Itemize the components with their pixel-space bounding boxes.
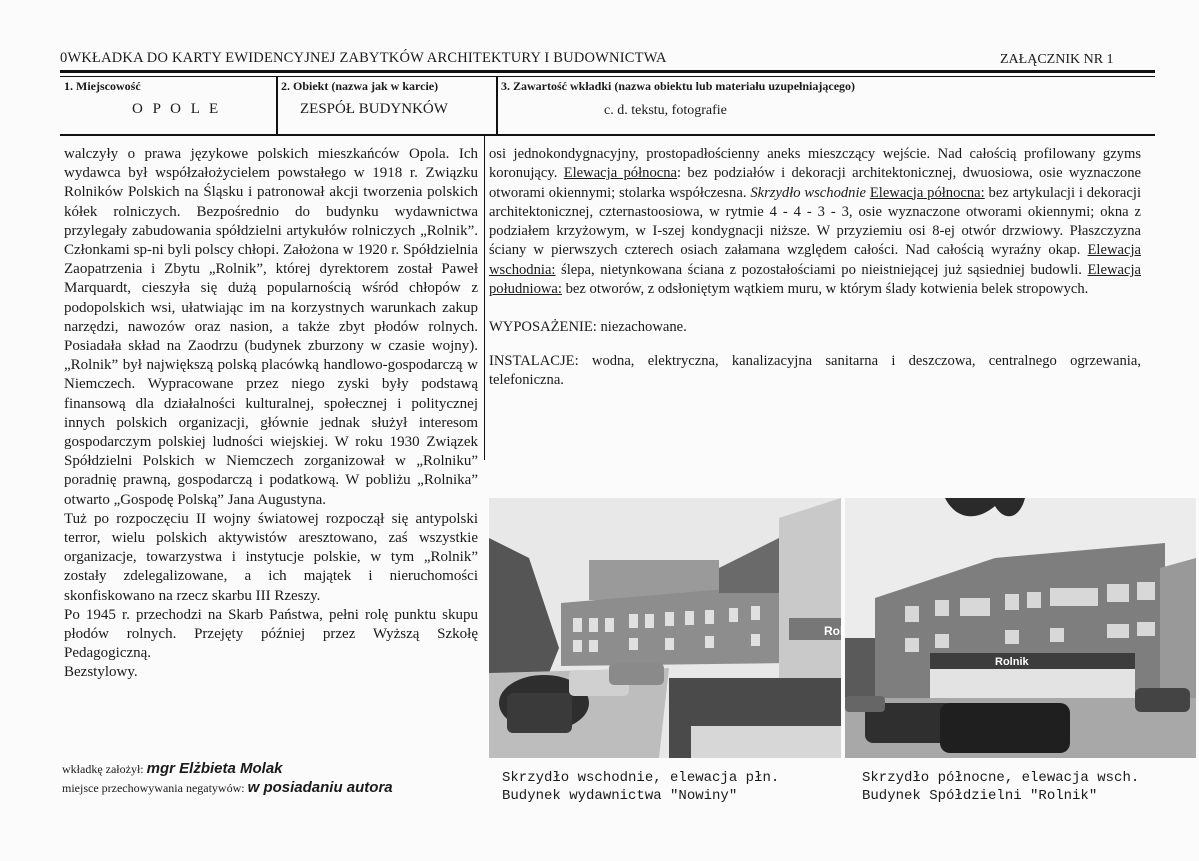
author-label: wkładkę założył: (62, 762, 144, 776)
annex-number: ZAŁĄCZNIK NR 1 (1000, 52, 1114, 67)
photo-north-wing-image (845, 498, 1196, 758)
field-1-label: 1. Miejscowość (64, 79, 141, 93)
field-3-value: c. d. tekstu, fotografie (604, 103, 727, 118)
storage-value: w posiadaniu autora (247, 779, 393, 796)
field-divider (496, 76, 498, 134)
header-rule-thin (60, 76, 1155, 77)
paragraph: Bezstylowy. (64, 664, 138, 681)
caption-right-line1: Skrzydło północne, elewacja wsch. (862, 770, 1140, 786)
equipment-paragraph: WYPOSAŻENIE: niezachowane. (489, 319, 687, 336)
paragraph: Po 1945 r. przechodzi na Skarb Państwa, pełni rolę punktu skupu płodów rolnych. Przejęty później przez Wyższą Szkołę Pedagogiczną. (64, 606, 478, 662)
caption-right-line2: Budynek Spółdzielni "Rolnik" (862, 788, 1098, 804)
photo-east-wing-image (489, 498, 844, 758)
field-3-label: 3. Zawartość wkładki (nazwa obiektu lub materiału uzupełniającego) (501, 79, 856, 93)
elevation-heading: Elewacja północna: (869, 184, 985, 201)
elevation-heading: Elewacja południowa: (489, 261, 1141, 298)
left-column-text (64, 145, 478, 683)
header-rule (60, 70, 1155, 73)
author-line (62, 760, 283, 777)
form-title: 0WKŁADKA DO KARTY EWIDENCYJNEJ ZABYTKÓW ARCHITEKTURY I BUDOWNICTWA (60, 50, 667, 66)
elevation-heading: Elewacja północna (563, 165, 678, 182)
field-2-label: 2. Obiekt (nazwa jak w karcie) (281, 79, 439, 93)
building-sign: Rol (824, 624, 844, 638)
paragraph: walczyły o prawa językowe polskich mieszkańców Opola. Ich wydawca był współzałożycielem powstałego w 1918 r. Związku Rolników Polskich na Śląsku i patronował akcji tworzenia polskich kółek rolniczych. Bezpośrednio do budynku wydawnictwa przylegały zabudowania spółdzielni artykułów rolniczych „Rolnik”. Członkami sp-ni byli polscy chłopi. Założona w 1920 r. Spółdzielnia Zaopatrzenia i Zbytu „Rolnik”, której dyrektorem został Paweł Marquardt, cieszyła się dużą popularnością wśród chłopów z podopolskich wsi, ułatwiając im na korzystnych warunkach zakup narzędzi, nawozów oraz nasion, a także zbyt płodów rolnych. Posiadała skład na Zaodrzu (budynek zburzony w czasie wojny). „Rolnik” był największą polską placówką handlowo-gospodarczą w Niemczech. Wypracowane przez niego zyski były podstawą finansową dla działalności kulturalnej, społecznej i politycznej innych polskich organizacji, głównie jednak służył interesom gospodarczym polskiej ludności wiejskiej. W roku 1930 Związek Spółdzielni Polskich w Niemczech zorganizował w „Rolniku” poradnię prawną, gospodarczą i podatkową. W pobliżu „Rolnika” otwarto „Gospodę Polską” Jana Augustyna. (64, 146, 478, 508)
building-sign: Rolnik (995, 656, 1029, 668)
storage-line (62, 779, 393, 796)
caption-left-line1: Skrzydło wschodnie, elewacja płn. (502, 770, 780, 786)
paragraph: Tuż po rozpoczęciu II wojny światowej rozpoczął się antypolski terror, wielu polskich aktywistów aresztowano, zaś wszystkie organizacje, towarzystwa i instytucje polskie, w tym „Rolnik” zostały zdelegalizowane, a ich majątek i nieruchomości skonfiskowano na rzecz skarbu III Rzeszy. (64, 510, 478, 604)
storage-label: miejsce przechowywania negatywów: (62, 781, 245, 795)
photo-east-wing (489, 498, 844, 758)
field-divider (276, 76, 278, 134)
right-column-text (489, 145, 1141, 390)
fields-bottom-rule (60, 134, 1155, 136)
wing-heading: Skrzydło wschodnie (750, 184, 867, 201)
field-1-value: O P O L E (132, 101, 222, 117)
column-divider (484, 136, 485, 460)
description-paragraph: osi jednokondygnacyjny, prostopadłościenny aneks mieszczący wejście. Nad całością profilowany gzyms koronujący. Elewacja północna: bez podziałów i dekoracji architektonicznej, dwuosiowa, osie wyznaczone otworami okiennymi; stolarka współczesna. Skrzydło wschodnie Elewacja północna: bez artykulacji i dekoracji architektonicznej, czternastoosiowa, w rytmie 4 - 4 - 3 - 3, osie wyznaczone otworami okiennymi; okna z podziałem krzyżowym, w I-szej kondygnacji niższe. W przyziemiu osi 8-ej otwór drzwiowy. Płaszczyzna ściany w pierwszych czterech osiach załamana względem całości. Nad całością wyraźny okap. Elewacja wschodnia: ślepa, nietynkowana ściana z pozostałościami po nieistniejącej już sąsiedniej budowli. Elewacja południowa: bez otworów, z odsłoniętym wątkiem muru, w którym ślady kotwienia belek stropowych. (489, 146, 1142, 298)
author-name: mgr Elżbieta Molak (146, 760, 283, 777)
caption-left-line2: Budynek wydawnictwa "Nowiny" (502, 788, 738, 804)
field-2-value: ZESPÓŁ BUDYNKÓW (300, 101, 448, 117)
photo-north-wing (845, 498, 1196, 758)
installations-paragraph: INSTALACJE: wodna, elektryczna, kanalizacyjna sanitarna i deszczowa, centralnego ogrzewania, telefoniczna. (489, 352, 1141, 388)
elevation-heading: Elewacja wschodnia: (489, 242, 1141, 278)
